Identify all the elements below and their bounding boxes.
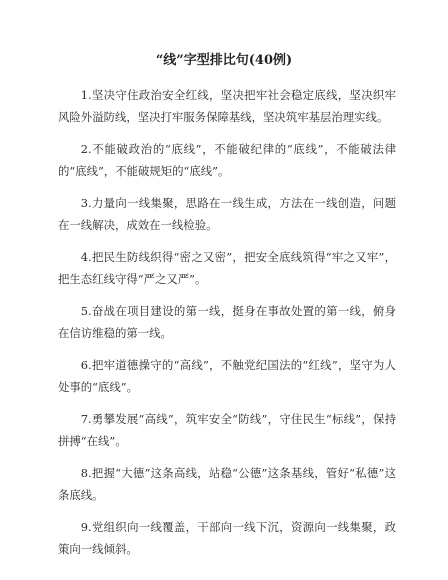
paragraph-1: 1.坚决守住政治安全红线，坚决把牢社会稳定底线，坚决织牢风险外溢防线，坚决打牢服务保障基线，坚决筑牢基层治理实线。 [58,88,396,124]
paragraph-8: 8.把握“大德”这条高线，站稳“公德”这条基线，管好“私德”这条底线。 [58,466,396,502]
paragraph-7: 7.勇攀发展“高线”，筑牢安全“防线”，守住民生“标线”，保持拼搏“在线”。 [58,412,396,448]
paragraph-4: 4.把民生防线织得“密之又密”，把安全底线筑得“牢之又牢”，把生态红线守得“严之又严”。 [58,250,396,286]
paragraph-9: 9.党组织向一线覆盖，干部向一线下沉，资源向一线集聚，政策向一线倾斜。 [58,520,396,556]
paragraph-6: 6.把牢道德操守的“高线”，不触党纪国法的“红线”，坚守为人处事的“底线”。 [58,358,396,394]
paragraph-5: 5.奋战在项目建设的第一线，挺身在事故处置的第一线，俯身在信访维稳的第一线。 [58,304,396,340]
paragraph-2: 2.不能破政治的“底线”，不能破纪律的“底线”，不能破法律的“底线”，不能破规矩的“底线”。 [58,142,396,178]
paragraph-3: 3.力量向一线集聚，思路在一线生成，方法在一线创造，问题在一线解决，成效在一线检验。 [58,196,396,232]
document-title: “线”字型排比句(40例) [155,53,293,68]
